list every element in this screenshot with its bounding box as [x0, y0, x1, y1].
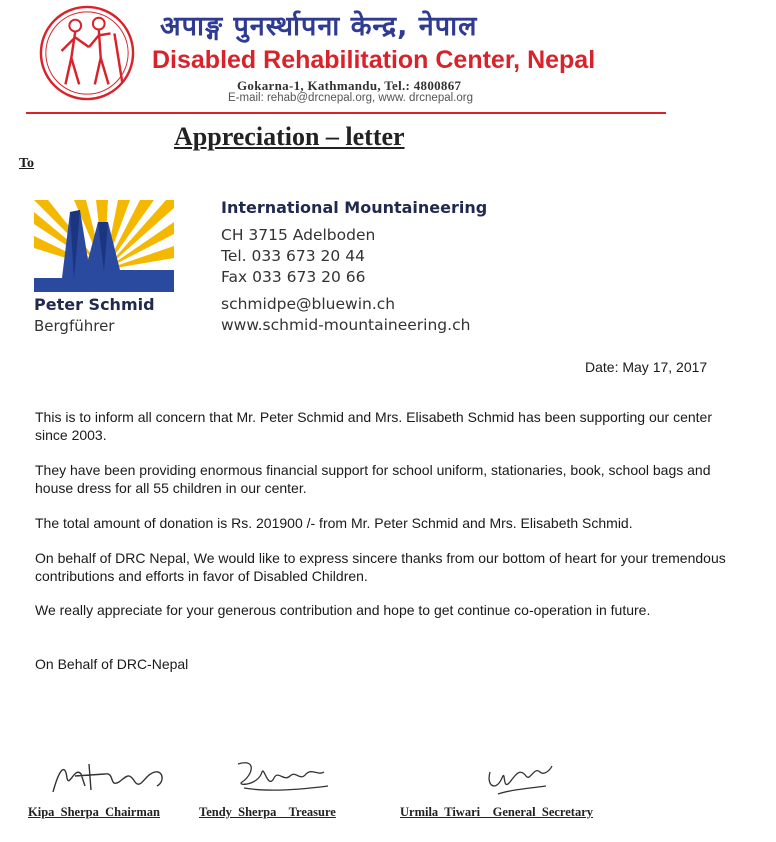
letter-title: Appreciation – letter [174, 122, 405, 151]
body-paragraph: They have been providing enormous financial support for school uniform, stationaries, book, school bags and house dress for all 55 children in our center. [35, 462, 711, 496]
org-address: Gokarna-1, Kathmandu, Tel.: 4800867 [237, 78, 462, 93]
addressee-person-name: Peter Schmid [34, 295, 155, 314]
addressee-fax: Fax 033 673 20 66 [221, 268, 366, 286]
org-title-english: Disabled Rehabilitation Center, Nepal [152, 46, 596, 74]
body-paragraph: On behalf of DRC Nepal, We would like to express sincere thanks from our bottom of heart for your tremendous contributions and efforts in favor of Disabled Children. [35, 550, 726, 584]
body-paragraph: We really appreciate for your generous contribution and hope to get continue co-operation in future. [35, 602, 651, 618]
chairman-signature-label: Kipa Sherpa Chairman [28, 805, 160, 819]
addressee-email: schmidpe@bluewin.ch [221, 295, 396, 313]
org-email-line: E-mail: rehab@drcnepal.org, www. drcnepal.org [228, 92, 473, 104]
letter-date: Date: May 17, 2017 [585, 359, 708, 375]
treasurer-signature [228, 752, 338, 802]
drc-emblem-icon [38, 4, 136, 102]
mountain-sunburst-logo-icon [34, 200, 174, 292]
secretary-signature [480, 752, 560, 802]
addressee-address: CH 3715 Adelboden [221, 226, 376, 244]
addressee-org-name: International Mountaineering [221, 198, 488, 217]
org-title-nepali: अपाङ्ग पुनर्स्थापना केन्द्र, नेपाल [160, 11, 478, 42]
header-divider [26, 112, 666, 114]
body-paragraph: The total amount of donation is Rs. 201900 /- from Mr. Peter Schmid and Mrs. Elisabeth Schmid. [35, 515, 633, 531]
body-paragraph: This is to inform all concern that Mr. Peter Schmid and Mrs. Elisabeth Schmid has been supporting our center since 2003. [35, 409, 712, 443]
secretary-signature-label: Urmila Tiwari General Secretary [400, 805, 594, 819]
chairman-signature [45, 752, 175, 802]
addressee-person-role: Bergführer [34, 317, 115, 335]
to-label: To [19, 156, 35, 171]
addressee-website: www.schmid-mountaineering.ch [221, 316, 471, 334]
closing-line: On Behalf of DRC-Nepal [35, 656, 189, 672]
treasurer-signature-label: Tendy Sherpa Treasure [199, 805, 336, 819]
addressee-phone: Tel. 033 673 20 44 [221, 247, 365, 265]
